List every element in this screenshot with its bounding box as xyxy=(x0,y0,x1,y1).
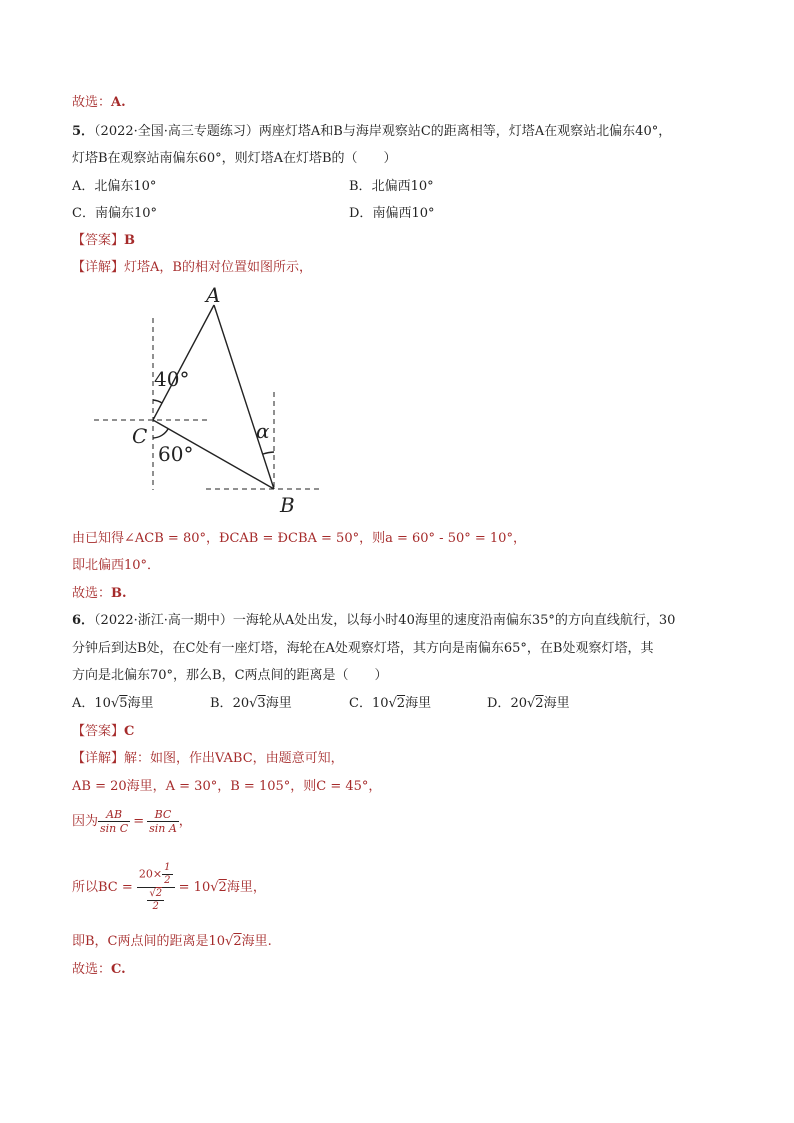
q6-conclusion-text: 即B，C两点间的距离是10 xyxy=(72,934,226,949)
q6-conclusion-rad: 2 xyxy=(233,934,242,949)
q6-choose-value: C. xyxy=(111,962,126,977)
q4-choose-label: 故选： xyxy=(72,95,112,110)
label-a: A xyxy=(206,283,221,307)
q6-frac2-num: BC xyxy=(147,808,179,822)
q6-option-d-label: D． xyxy=(487,696,511,711)
q6-half-num: 1 xyxy=(164,862,171,873)
q6-answer-line xyxy=(72,723,134,741)
q5-option-b-text: 北偏西10° xyxy=(371,179,434,194)
q6-option-b-unit: 海里 xyxy=(265,696,292,711)
arc-alpha xyxy=(263,452,274,454)
q5-stem-text1: 两座灯塔A和B与海岸观察站C的距离相等，灯塔A在观察站北偏东40°， xyxy=(258,124,672,139)
q5-option-d-label: D． xyxy=(349,206,373,221)
q5-choose-value: B. xyxy=(111,586,127,601)
q6-sqrt2-den: 2 xyxy=(152,901,159,912)
angle-40-label: 40° xyxy=(154,367,190,391)
q5-detail-label: 【详解】 xyxy=(72,260,125,275)
q6-choose-line xyxy=(72,961,126,979)
q6-option-d-rad: 2 xyxy=(535,696,544,711)
q6-stem-text1: 一海轮从A处出发，以每小时40海里的速度沿南偏东35°的方向直线航行，30 xyxy=(232,613,676,628)
q6-option-a xyxy=(72,695,154,713)
q5-option-b-label: B． xyxy=(349,179,372,194)
q6-so-label: 所以BC = xyxy=(72,880,133,895)
q6-option-a-label: A． xyxy=(72,696,95,711)
arc-40 xyxy=(153,400,162,403)
q6-frac-bc-sina xyxy=(147,808,179,835)
q6-option-b-label: B． xyxy=(210,696,233,711)
q5-choose-line xyxy=(72,585,127,603)
q5-number: 5． xyxy=(72,124,95,139)
q6-option-c-rad: 2 xyxy=(396,696,406,711)
q6-frac-ab-sinc xyxy=(98,808,130,835)
q6-big-num-text: 20× xyxy=(138,867,163,881)
q6-option-c-coef: 10 xyxy=(371,696,389,711)
q5-reason-line2: 即北偏西10°． xyxy=(72,558,161,573)
q6-option-b-rad: 3 xyxy=(257,696,266,711)
q6-comma: ， xyxy=(178,814,192,829)
q6-option-c-label: C． xyxy=(349,696,372,711)
q6-option-d-coef: 20 xyxy=(510,696,527,711)
label-b: B xyxy=(280,493,295,517)
q6-conclusion-line xyxy=(72,933,272,951)
q6-answer-value: C xyxy=(124,724,135,739)
q6-so-unit: 海里， xyxy=(226,880,266,895)
q5-reason-line1: 由已知得∠ACB = 80°，ÐCAB = ÐCBA = 50°，则a = 60° - 50° = 10°， xyxy=(72,531,526,546)
q5-option-d-text: 南偏西10° xyxy=(372,206,435,221)
q6-so-sqrt-icon: √ xyxy=(210,880,219,895)
q6-detail-line xyxy=(72,750,344,768)
q6-option-a-coef: 10 xyxy=(94,696,111,711)
q6-option-d-unit: 海里 xyxy=(543,696,570,711)
q6-stem-line1 xyxy=(72,612,675,630)
q6-big-frac-num xyxy=(137,862,175,888)
q5-option-a-label: A． xyxy=(72,179,95,194)
q6-option-c-unit: 海里 xyxy=(405,696,432,711)
angle-60-label: 60° xyxy=(158,442,194,466)
q6-given-line: AB = 20海里，A = 30°，B = 105°，则C = 45°， xyxy=(72,779,382,794)
q6-equals-sign: = xyxy=(133,814,145,829)
q6-option-c xyxy=(349,695,431,713)
label-c: C xyxy=(132,424,148,448)
q6-half-den: 2 xyxy=(164,875,171,886)
q6-sqrt-den-icon: √ xyxy=(149,888,156,899)
q6-stem-line3: 方向是北偏东70°，那么B，C两点间的距离是（ ） xyxy=(72,668,388,683)
q6-so-result-rad: 2 xyxy=(218,880,227,895)
q6-detail-label: 【详解】 xyxy=(72,751,125,766)
q6-so-line xyxy=(72,855,266,921)
q6-choose-label: 故选： xyxy=(72,962,112,977)
q6-option-b-coef: 20 xyxy=(232,696,250,711)
q5-answer-value: B xyxy=(124,233,136,248)
angle-alpha-label: α xyxy=(256,419,270,443)
q5-stem-line2: 灯塔B在观察站南偏东60°，则灯塔A在灯塔B的（ ） xyxy=(72,151,397,166)
side-ab xyxy=(214,305,274,489)
q6-option-a-rad: 5 xyxy=(119,696,128,711)
q6-so-result: = 10 xyxy=(178,880,211,895)
q6-conclusion-sqrt-icon: √ xyxy=(225,934,234,949)
q5-option-a-text: 北偏东10° xyxy=(94,179,157,194)
q5-answer-label: 【答案】 xyxy=(72,233,125,248)
q4-choose-value: A. xyxy=(111,95,126,110)
q6-number: 6． xyxy=(72,613,95,628)
q6-conclusion-unit: 海里. xyxy=(241,934,272,949)
q5-detail-text: 灯塔A，B的相对位置如图所示， xyxy=(124,260,312,275)
q6-option-d-sqrt-icon: √ xyxy=(526,696,536,711)
q6-stem-line2: 分钟后到达B处，在C处有一座灯塔，海轮在A处观察灯塔，其方向是南偏东65°，在B处观察灯塔，其 xyxy=(72,641,654,656)
q6-big-fraction xyxy=(137,862,175,913)
q5-option-c-text: 南偏东10° xyxy=(94,206,157,221)
q6-option-c-sqrt-icon: √ xyxy=(388,696,397,711)
q6-frac1-num: AB xyxy=(98,808,130,822)
arc-60 xyxy=(153,429,168,438)
q6-answer-label: 【答案】 xyxy=(72,724,125,739)
q6-sqrt2-num-text: 2 xyxy=(155,888,163,899)
q6-option-d xyxy=(487,695,570,713)
q6-detail-text: 解：如图，作出VABC，由题意可知， xyxy=(124,751,344,766)
q6-big-frac-den xyxy=(137,888,175,913)
q6-option-b xyxy=(210,695,292,713)
q6-option-b-sqrt-icon: √ xyxy=(249,696,258,711)
q5-source: （2022·全国·高三专题练习） xyxy=(94,124,259,139)
q6-half-fraction xyxy=(162,862,172,887)
q6-because-line xyxy=(72,805,192,839)
q6-because-label: 因为 xyxy=(72,814,99,829)
q5-option-c-label: C． xyxy=(72,206,95,221)
q6-option-a-sqrt-icon: √ xyxy=(110,696,120,711)
q5-choose-label: 故选： xyxy=(72,586,112,601)
q6-sqrt2-over-2 xyxy=(147,888,164,913)
q6-frac1-den: sin C xyxy=(100,822,129,835)
q6-source: （2022·浙江·高一期中） xyxy=(94,613,233,628)
q6-sqrt2-num xyxy=(147,888,164,901)
q6-option-a-unit: 海里 xyxy=(127,696,154,711)
q6-frac2-den: sin A xyxy=(149,822,177,835)
